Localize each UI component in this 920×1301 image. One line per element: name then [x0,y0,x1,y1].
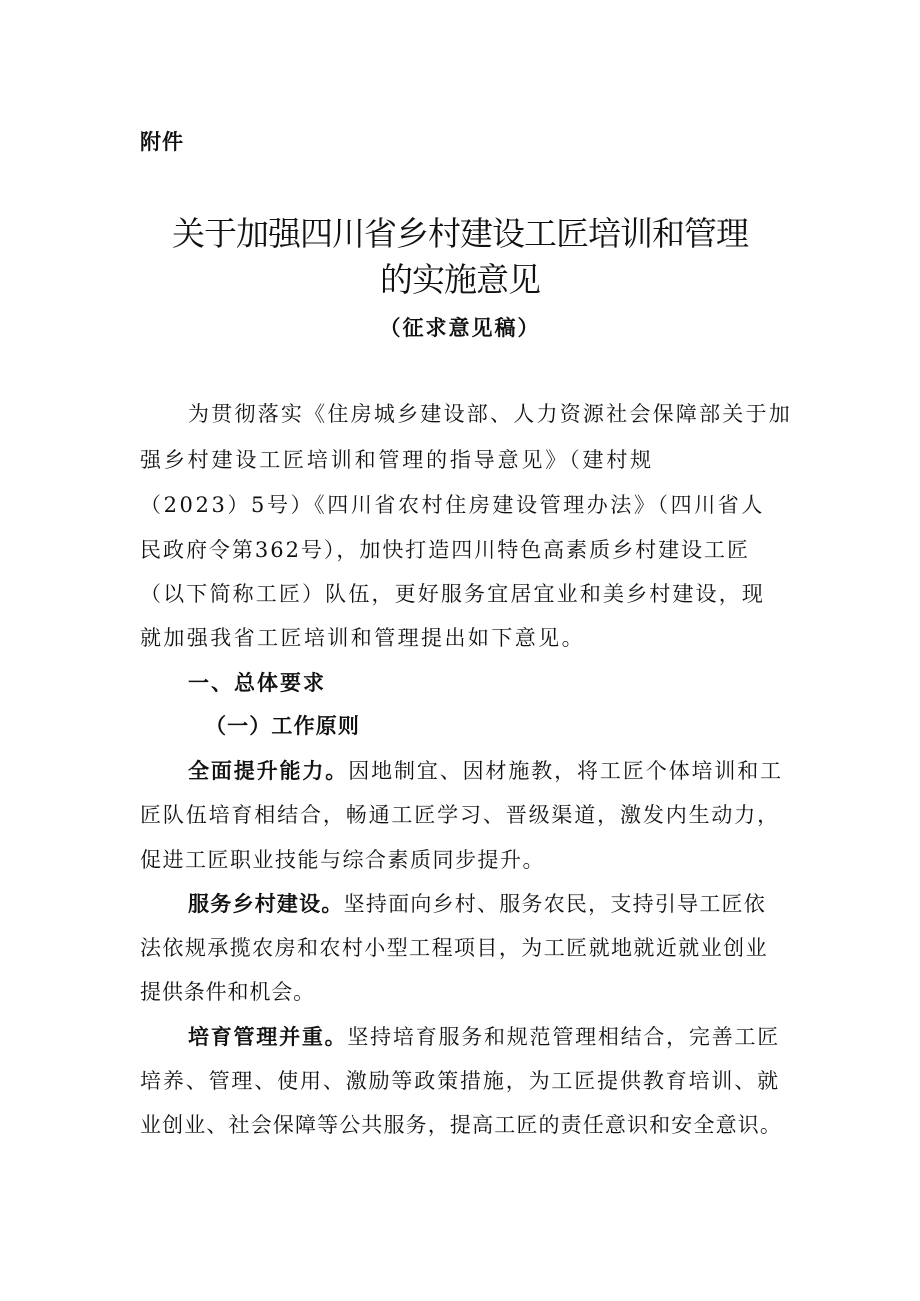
intro-line: 民政府令第362号），加快打造四川特色高素质乡村建设工匠 [140,538,750,562]
document-title-line-1: 关于加强四川省乡村建设工匠培训和管理 [172,214,748,253]
principle-line: 法依规承揽农房和农村小型工程项目，为工匠就地就近就业创业 [140,936,768,960]
principle-lead: 服务乡村建设。 [188,892,344,916]
document-subtitle: （征求意见稿） [379,316,541,340]
principle-line: 促进工匠职业技能与综合素质同步提升。 [140,848,545,872]
principle-line: 提供条件和机会。 [140,980,315,1004]
principle-line: 业创业、社会保障等公共服务，提高工匠的责任意识和安全意识。 [140,1113,782,1137]
document-title-line-2: 的实施意见 [380,260,540,299]
intro-line: 强乡村建设工匠培训和管理的指导意见》（建村规 [140,448,654,472]
principle-line: 培养、管理、使用、激励等政策措施，为工匠提供教育培训、就 [140,1069,780,1093]
principle-first-line [188,761,783,782]
principle-first-line [188,894,766,915]
attachment-label: 附件 [140,130,184,154]
principle-lead: 培育管理并重。 [188,1025,348,1049]
principle-lead: 全面提升能力。 [188,759,349,783]
section-heading: 一、总体要求 [188,671,326,695]
principle-first-line [188,1027,780,1048]
intro-line: 就加强我省工匠培训和管理提出如下意见。 [140,626,585,650]
intro-line: （2023）5号）《四川省农村住房建设管理办法》（四川省人 [140,493,765,517]
principle-line: 匠队伍培育相结合，畅通工匠学习、晋级渠道，激发内生动力， [140,803,780,827]
principle-text: 坚持培育服务和规范管理相结合，完善工匠 [347,1025,781,1049]
principle-text: 坚持面向乡村、服务农民，支持引导工匠依 [343,892,767,916]
subsection-heading: （一）工作原则 [205,714,360,738]
intro-line: （以下简称工匠）队伍，更好服务宜居宜业和美乡村建设，现 [140,582,765,606]
principle-text: 因地制宜、因材施教，将工匠个体培训和工 [348,759,784,783]
intro-line: 为贯彻落实《住房城乡建设部、人力资源社会保障部关于加 [188,402,792,426]
